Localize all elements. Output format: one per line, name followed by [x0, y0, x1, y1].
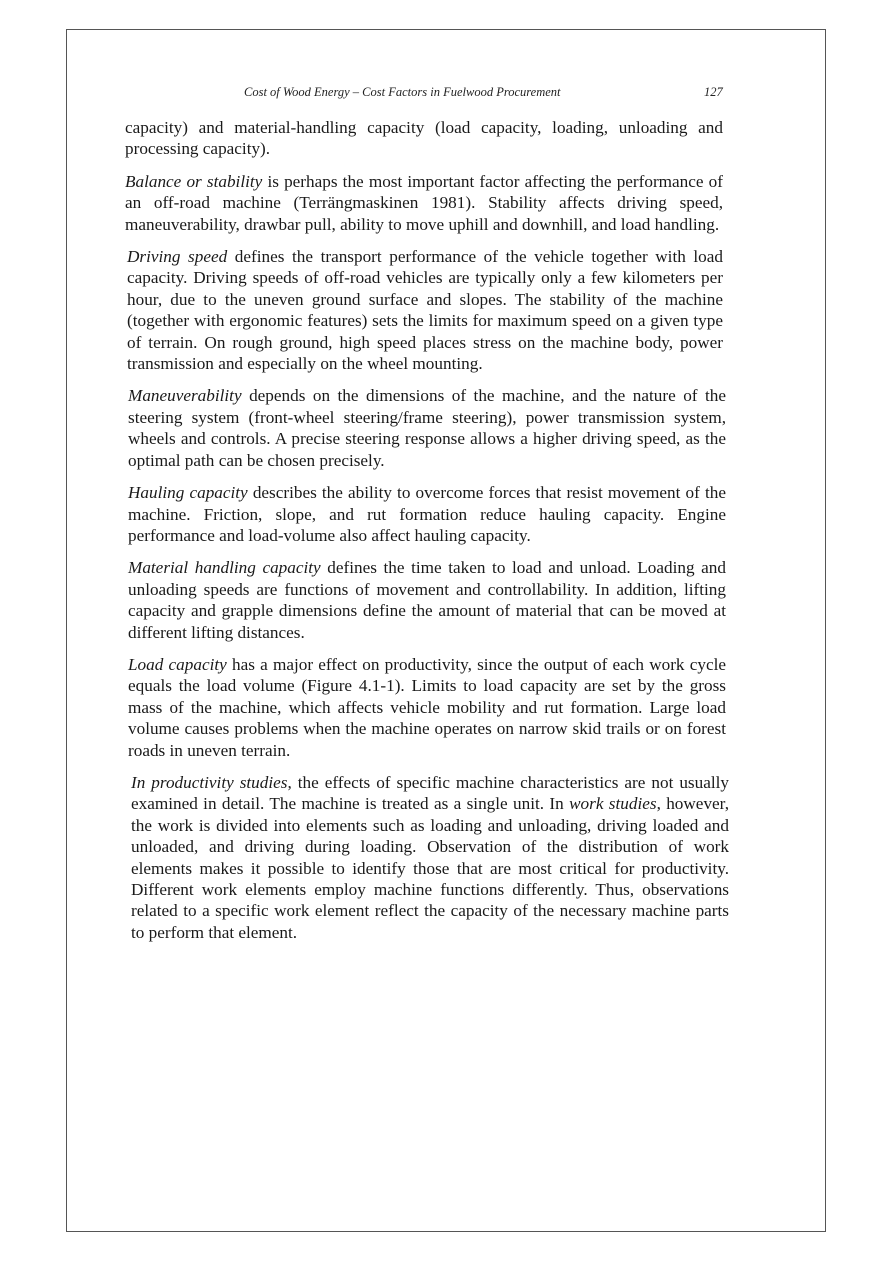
- paragraph-text: , the effects of specific machine characteristics are not usually examined in detail. The machine is treated as a single unit. In: [131, 772, 729, 814]
- paragraph-inline-term: work studies: [569, 794, 657, 814]
- paragraph-text: defines the transport performance of the vehicle together with load capacity. Driving speeds of off-road vehicles are typically only a few kilometers per hour, due to the uneven ground surface and slopes. The stability of the machine (together with ergonomic features) sets the limits for maximum speed on a given type of terrain. On rough ground, high speed places stress on the machine body, power transmission and especially on the wheel mounting.: [127, 247, 723, 374]
- page: [66, 29, 826, 1232]
- paragraph-text: , however, the work is divided into elements such as loading and unloading, driving loaded and unloaded, and driving during loading. Observation of the distribution of work elements makes it possible to identify those that are most critical for productivity. Different work elements employ machine functions differently. Thus, observations related to a specific work element reflect the capacity of the necessary machine parts to perform that element.: [131, 794, 729, 942]
- paragraph-text: is perhaps the most important factor affecting the performance of an off-road machine (Terrängmaskinen 1981). Stability affects driving speed, maneuverability, drawbar pull, ability to move uphill and downhill, and load handling.: [125, 171, 723, 234]
- paragraph-text: depends on the dimensions of the machine, and the nature of the steering system (front-wheel steering/frame steering), power transmission system, wheels and controls. A precise steering response allows a higher driving speed, as the optimal path can be chosen precisely.: [128, 386, 726, 470]
- paragraph: [128, 482, 726, 546]
- paragraph: [128, 385, 726, 471]
- paragraph-lead-term: Material handling capacity: [128, 558, 321, 578]
- paragraph-lead-term: Balance or stability: [125, 171, 263, 191]
- paragraph-lead-term: Driving speed: [127, 247, 228, 267]
- paragraph: [125, 171, 723, 235]
- paragraph-lead-term: Hauling capacity: [128, 483, 248, 503]
- paragraph-lead-term: In productivity studies: [131, 772, 288, 792]
- paragraph: [128, 557, 726, 643]
- paragraph-lead-term: Maneuverability: [128, 386, 242, 406]
- paragraph: [131, 772, 729, 943]
- paragraph: [127, 246, 723, 374]
- page-number: 127: [704, 85, 723, 99]
- paragraph-text: describes the ability to overcome forces that resist movement of the machine. Friction, slope, and rut formation reduce hauling capacity. Engine performance and load-volume also affect hauling capacity.: [128, 483, 726, 545]
- paragraph: [128, 654, 726, 761]
- paragraph-text: defines the time taken to load and unload. Loading and unloading speeds are functions of movement and controllability. In addition, lifting capacity and grapple dimensions define the amount of material that can be moved at different lifting distances.: [128, 558, 726, 642]
- paragraph-text: has a major effect on productivity, since the output of each work cycle equals the load volume (Figure 4.1-1). Limits to load capacity are set by the gross mass of the machine, which affects vehicle mobility and rut formation. Large load volume causes problems when the machine operates on narrow skid trails or on forest roads in uneven terrain.: [128, 654, 726, 760]
- paragraph-text: capacity) and material-handling capacity (load capacity, loading, unloading and processing capacity).: [125, 118, 723, 159]
- paragraph-lead-term: Load capacity: [128, 654, 227, 674]
- body-text: [125, 117, 729, 954]
- running-header-title: Cost of Wood Energy – Cost Factors in Fuelwood Procurement: [244, 85, 561, 99]
- paragraph: [125, 117, 723, 160]
